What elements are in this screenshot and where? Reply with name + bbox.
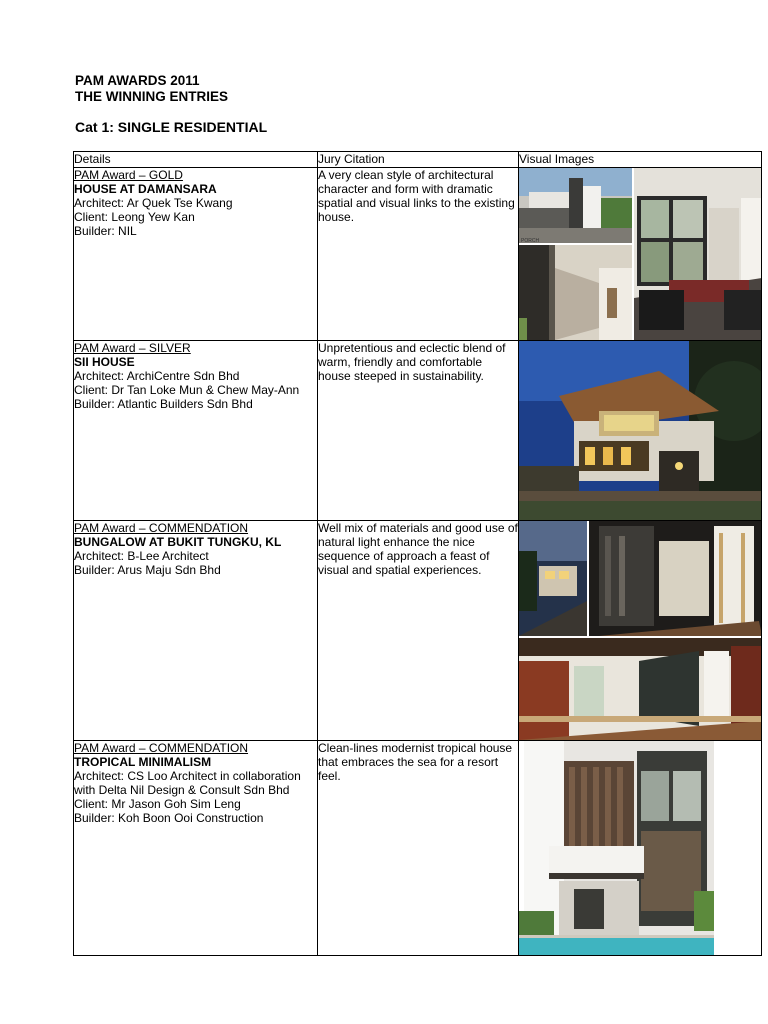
award-level: PAM Award – GOLD xyxy=(74,168,183,182)
corridor-photo xyxy=(519,245,632,340)
detail-line: Architect: ArchiCentre Sdn Bhd xyxy=(74,369,240,383)
header-jury-citation: Jury Citation xyxy=(318,152,519,168)
award-level: PAM Award – COMMENDATION xyxy=(74,521,249,535)
project-name: TROPICAL MINIMALISM xyxy=(74,755,212,769)
detail-line: Architect: Ar Quek Tse Kwang xyxy=(74,196,233,210)
images-cell xyxy=(519,741,762,956)
table-row xyxy=(74,168,762,341)
jury-citation: A very clean style of architectural character and form with dramatic spatial and visual links to the existing house. xyxy=(318,168,515,224)
citation-cell xyxy=(318,741,519,956)
table-row xyxy=(74,741,762,956)
image-caption: PORCH xyxy=(521,238,540,244)
table-header-row xyxy=(74,152,762,168)
document-title: PAM AWARDS 2011 xyxy=(75,73,200,88)
images-cell xyxy=(519,168,762,341)
detail-line: Builder: NIL xyxy=(74,224,137,238)
details-cell xyxy=(74,521,318,741)
citation-cell xyxy=(318,521,519,741)
entries-table xyxy=(73,151,762,956)
sii-house-photo xyxy=(519,341,761,520)
courtyard-photo xyxy=(519,638,761,740)
detail-line: Architect: CS Loo Architect in collaboration with Delta Nil Design & Consult Sdn Bhd xyxy=(74,769,301,797)
images-cell xyxy=(519,521,762,741)
jury-citation: Clean-lines modernist tropical house that embraces the sea for a resort feel. xyxy=(318,741,513,783)
jury-citation: Unpretentious and eclectic blend of warm, friendly and comfortable house steeped in sustainability. xyxy=(318,341,506,383)
dusk-photo xyxy=(519,521,587,636)
details-cell xyxy=(74,341,318,521)
table-row xyxy=(74,341,762,521)
details-cell xyxy=(74,168,318,341)
project-name: BUNGALOW AT BUKIT TUNGKU, KL xyxy=(74,535,282,549)
category-heading: Cat 1: SINGLE RESIDENTIAL xyxy=(75,119,268,135)
header-visual-images: Visual Images xyxy=(519,152,762,168)
exterior-photo xyxy=(519,168,632,243)
citation-cell xyxy=(318,168,519,341)
detail-line: Client: Mr Jason Goh Sim Leng xyxy=(74,797,241,811)
award-level: PAM Award – COMMENDATION xyxy=(74,741,249,755)
detail-line: Builder: Atlantic Builders Sdn Bhd xyxy=(74,397,253,411)
tropical-minimalism-photo xyxy=(519,741,761,955)
details-cell xyxy=(74,741,318,956)
water-wall-photo xyxy=(589,521,761,636)
detail-line: Architect: B-Lee Architect xyxy=(74,549,209,563)
detail-line: Client: Leong Yew Kan xyxy=(74,210,195,224)
project-name: HOUSE AT DAMANSARA xyxy=(74,182,217,196)
table-row xyxy=(74,521,762,741)
document-subtitle: THE WINNING ENTRIES xyxy=(75,89,229,104)
interior-photo xyxy=(634,168,761,340)
detail-line: Builder: Koh Boon Ooi Construction xyxy=(74,811,264,825)
bukit-tungku-photos xyxy=(519,521,761,740)
detail-line: Builder: Arus Maju Sdn Bhd xyxy=(74,563,221,577)
images-cell xyxy=(519,341,762,521)
award-level: PAM Award – SILVER xyxy=(74,341,191,355)
detail-line: Client: Dr Tan Loke Mun & Chew May-Ann xyxy=(74,383,300,397)
project-name: SII HOUSE xyxy=(74,355,135,369)
header-details: Details xyxy=(74,152,318,168)
citation-cell xyxy=(318,341,519,521)
house-damansara-photos xyxy=(519,168,761,340)
jury-citation: Well mix of materials and good use of natural light enhance the nice sequence of approach a feast of visual and spatial experiences. xyxy=(318,521,518,577)
